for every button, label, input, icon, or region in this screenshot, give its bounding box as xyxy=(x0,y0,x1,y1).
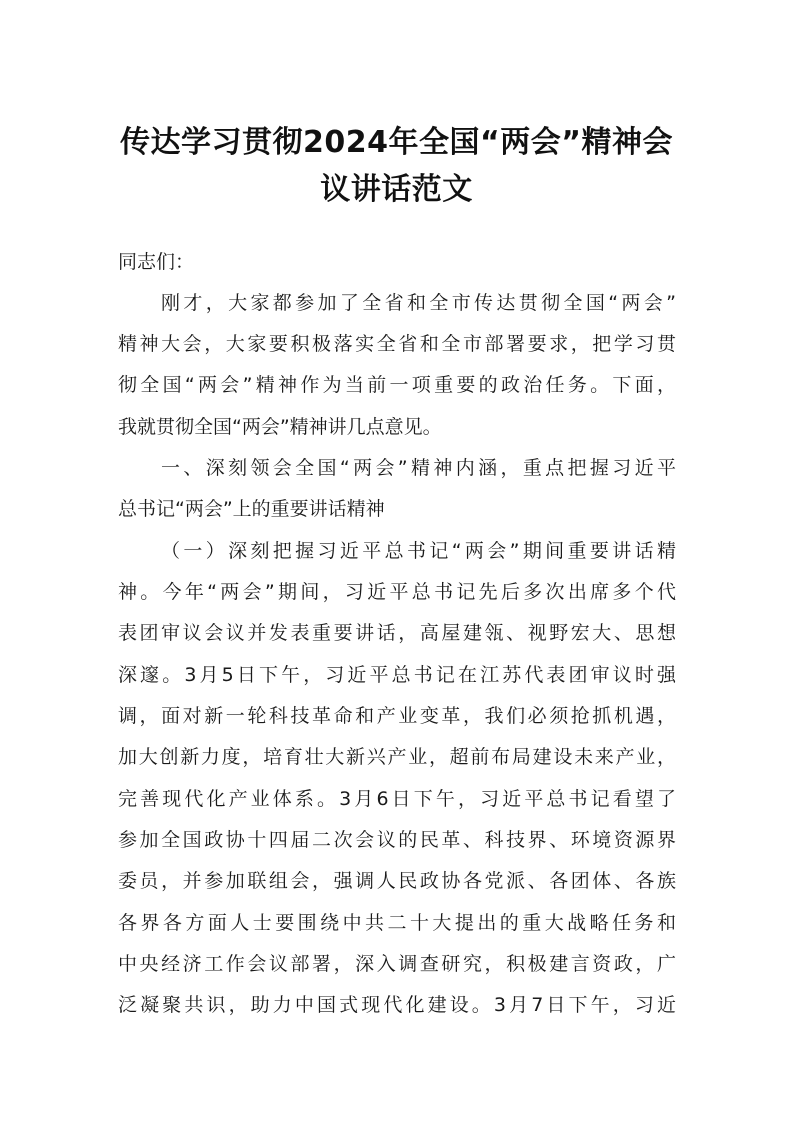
body-line: 加大创新力度，培育壮大新兴产业，超前布局建设未来产业， xyxy=(118,746,676,768)
body-line: 中央经济工作会议部署，深入调查研究，积极建言资政，广 xyxy=(118,953,676,975)
body-line: 神。今年“两会”期间，习近平总书记先后多次出席多个代 xyxy=(118,581,676,603)
body-line: 完善现代化产业体系。3月6日下午，习近平总书记看望了 xyxy=(118,788,676,810)
body-line: 表团审议会议并发表重要讲话，高屋建瓴、视野宏大、思想 xyxy=(118,622,676,644)
body-line: 委员，并参加联组会，强调人民政协各党派、各团体、各族 xyxy=(118,870,676,892)
body-line: 深邃。3月5日下午，习近平总书记在江苏代表团审议时强 xyxy=(118,664,676,686)
body-line: 参加全国政协十四届二次会议的民革、科技界、环境资源界 xyxy=(118,829,676,851)
body-line: 各界各方面人士要围绕中共二十大提出的重大战略任务和 xyxy=(118,912,676,934)
body-line: 彻全国“两会”精神作为当前一项重要的政治任务。下面， xyxy=(118,374,676,396)
document-title-line-2: 议讲话范文 xyxy=(320,172,473,207)
body-line: 调，面对新一轮科技革命和产业变革，我们必须抢抓机遇， xyxy=(118,705,676,727)
document-title-line-1: 传达学习贯彻2024年全国“两会”精神会 xyxy=(120,125,673,160)
body-line: 我就贯彻全国“两会”精神讲几点意见。 xyxy=(118,416,442,438)
body-line: 泛凝聚共识，助力中国式现代化建设。3月7日下午，习近 xyxy=(118,994,676,1016)
subsection-line: （一）深刻把握习近平总书记“两会”期间重要讲话精 xyxy=(161,540,676,562)
section-heading-line: 总书记“两会”上的重要讲话精神 xyxy=(118,498,385,520)
section-heading-line: 一、深刻领会全国“两会”精神内涵，重点把握习近平 xyxy=(161,457,676,479)
body-line: 精神大会，大家要积极落实全省和全市部署要求，把学习贯 xyxy=(118,333,676,355)
body-line: 刚才，大家都参加了全省和全市传达贯彻全国“两会” xyxy=(161,292,676,314)
salutation: 同志们： xyxy=(118,251,195,273)
